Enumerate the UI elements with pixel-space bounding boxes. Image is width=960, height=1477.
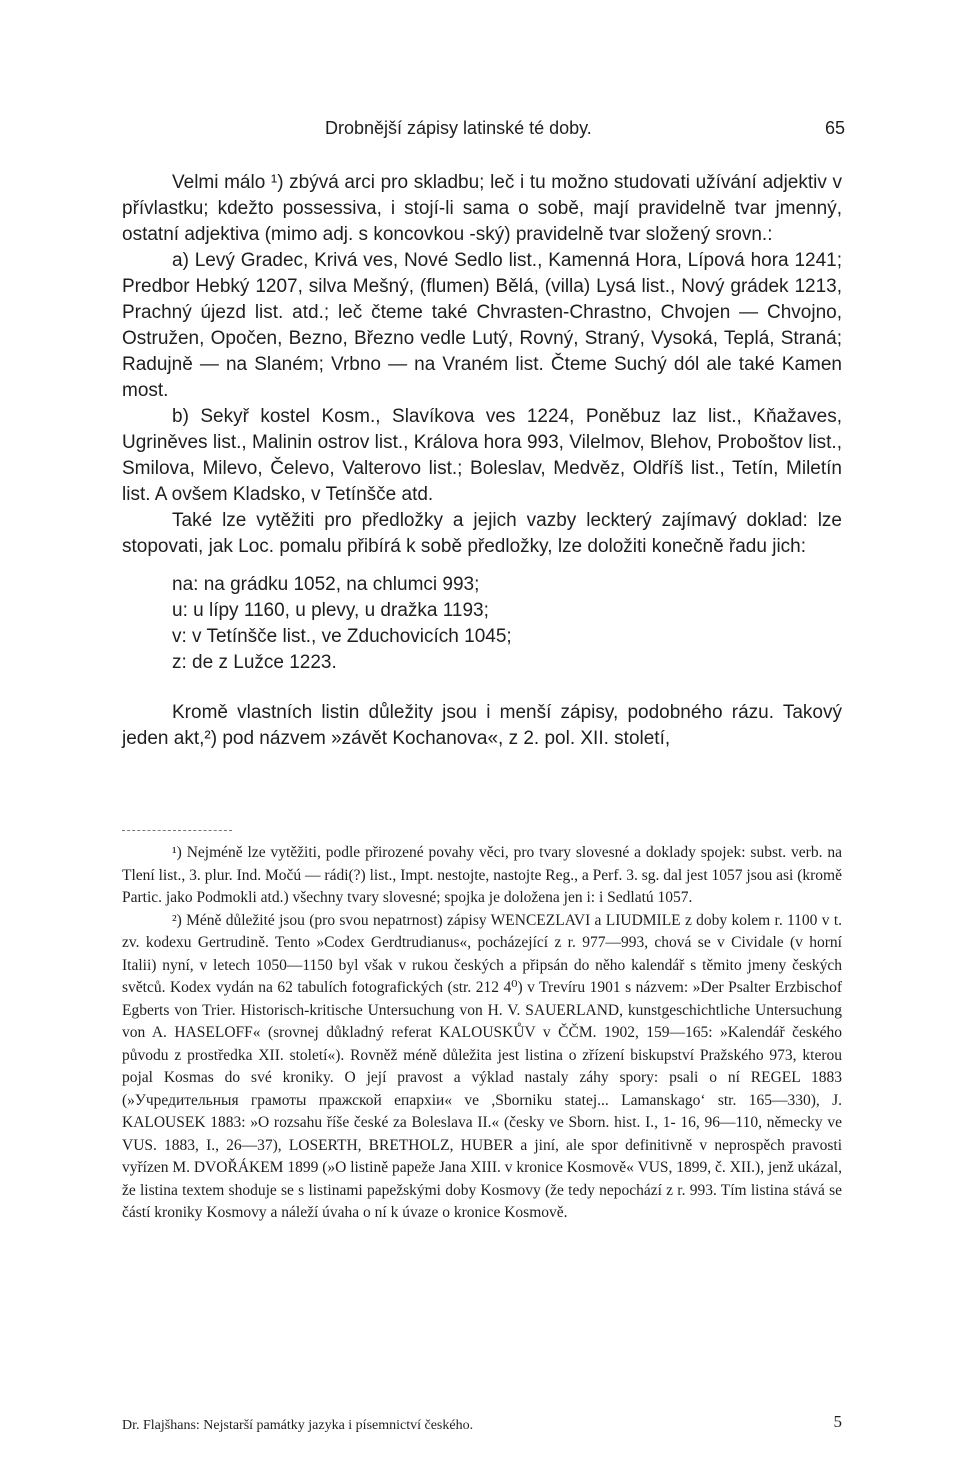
paragraph-intro: Velmi málo ¹) zbývá arci pro skladbu; leč i tu možno studovati užívání adjektiv v přívlastku; kdežto possessiva, i stojí-li sama o sobě, mají pravidelně tvar jmenný, ostatní adjektiva (mimo adj. s koncovkou -ský) pravidelně tvar složený srovn.:: [122, 172, 842, 245]
main-text: [122, 170, 842, 752]
paragraph-list-a: a) Levý Gradec, Krivá ves, Nové Sedlo list., Kamenná Hora, Lípová hora 1241; Predbor Hebký 1207, silva Mešný, (flumen) Bělá, (villa) Lysá list., Nový grádek 1213, Prachný újezd list. atd.; leč čteme také Chvrasten-Chrastno, Chvojen — Chvojno, Ostružen, Opočen, Bezno, Březno vedle Lutý, Rovný, Straný, Vysoká, Teplá, Straná; Radujně — na Slaném; Vrbno — na Vraném list. Čteme Suchý dól ale také Kamen most.: [122, 250, 842, 401]
preposition-examples: [172, 572, 842, 676]
example-line: u: u lípy 1160, u plevy, u dražka 1193;: [172, 600, 489, 621]
example-line: na: na grádku 1052, na chlumci 993;: [172, 574, 480, 595]
footnote-divider: [122, 830, 232, 831]
footer-source: Dr. Flajšhans: Nejstarší památky jazyka i písemnictví českého.: [122, 1418, 474, 1433]
footnote-2: ²) Méně důležité jsou (pro svou nepatrnost) zápisy WENCEZLAVI a LIUDMILE z doby kolem r. 1100 v t. zv. kodexu Gertrudině. Tento »Codex Gerdtrudianus«, pocházející z r. 977—993, chová se v Cividale (v horní Italii) nyní, v letech 1050—1150 byl však v rukou českých a připsán do něho kalendář s těmito jmeny českých světců. Kodex vydán na 62 tabulích fotografických (str. 212 4⁰) v Trevíru 1901 s názvem: »Der Psalter Erzbischof Egberts von Trier. Historisch-kritische Untersuchung von H. V. SAUERLAND, kunstgeschichtliche Untersuchung von A. HASELOFF« (srovnej důkladný referat KALOUSKŮV v ČČM. 1902, 159—165: »Kalendář českého původu z prostředka XII. století«). Rovněž méně důležita jest listina o zřízení biskupství Pražského 973, kterou pojal Kosmas do své kroniky. O její pravost a výklad nastaly záhy spory: psali o ní REGEL 1883 (»Учредительныя грамоты пражской епархіи« ve ,Sborniku statej... Lamanskago‘ str. 165—330), J. KALOUSEK 1883: »O rozsahu říše české za Boleslava II.« (česky ve Sborn. hist. I., 1- 16, 96—110, německy ve VUS. 1883, I., 26—37), LOSERTH, BRETHOLZ, HUBER a jiní, ale spor definitivně v neprospěch pravosti vyřízen M. DVOŘÁKEM 1899 (»O listině papeže Jana XIII. v kronice Kosmově« VUS, 1899, č. XII.), jenž ukázal, že listina textem shoduje se s listinami papežskými doby Kosmovy (že tedy nepochází z r. 993. Tím listina stává se částí kroniky Kosmovy a náleží úvaha o ní k úvaze o kronice Kosmově.: [122, 911, 842, 1221]
example-line: z: de z Lužce 1223.: [172, 652, 337, 673]
signature-mark: 5: [833, 1412, 842, 1431]
footnote-1: ¹) Nejméně lze vytěžiti, podle přirozené povahy věci, pro tvary slovesné a doklady spojek: subst. verb. na Tlení list., 3. plur. Ind. Močú — rádi(?) list., Impt. nestojte, nastojte Reg., a Perf. 3. sg. dal jest 1057 jsou asi (kromě Partic. jako Podmokli atd.) všechny tvary slovesné; spojka je doložena jen i: i Sedlatú 1057.: [122, 844, 842, 906]
paragraph-prepositions: Také lze vytěžiti pro předložky a jejich vazby leckterý zajímavý doklad: lze stopovati, jak Loc. pomalu přibírá k sobě předložky, lze doložiti konečně řadu jich:: [122, 510, 842, 557]
paragraph-list-b: b) Sekyř kostel Kosm., Slavíkova ves 1224, Poněbuz laz list., Kňažaves, Ugriněves list., Malinin ostrov list., Králova hora 993, Vilelmov, Blehov, Proboštov list., Smilova, Milevo, Čelevo, Valterovo list.; Boleslav, Medvěz, Oldříš list., Tetín, Miletín list. A ovšem Kladsko, v Tetínšče atd.: [122, 406, 842, 505]
page-footer: [122, 1412, 842, 1434]
page-number: 65: [824, 118, 845, 138]
example-line: v: v Tetínšče list., ve Zduchovicích 1045;: [172, 626, 512, 647]
running-header: [325, 118, 845, 139]
footnotes: [122, 842, 842, 1225]
running-title: Drobnější zápisy latinské té doby.: [325, 118, 592, 138]
paragraph-minor-records: Kromě vlastních listin důležity jsou i menší zápisy, podobného rázu. Takový jeden akt,²) pod názvem »závět Kochanova«, z 2. pol. XII. století,: [122, 702, 842, 749]
